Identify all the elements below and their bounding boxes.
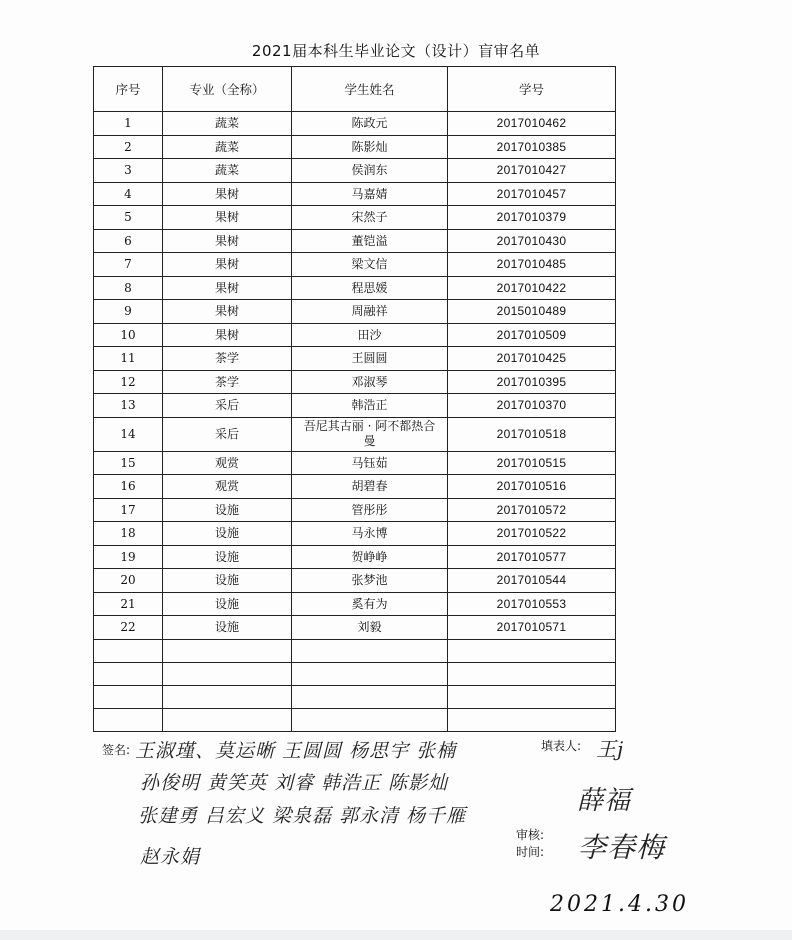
cell-no: 17 bbox=[94, 498, 163, 522]
cell-name: 胡碧春 bbox=[292, 475, 448, 499]
cell-name: 管彤彤 bbox=[292, 498, 448, 522]
cell-id: 2017010462 bbox=[448, 112, 616, 136]
reviewer-label: 审核: bbox=[516, 828, 545, 842]
cell-id: 2017010425 bbox=[448, 347, 616, 371]
table-row bbox=[94, 475, 616, 499]
cell-name: 贺峥峥 bbox=[292, 545, 448, 569]
cell-no: 16 bbox=[94, 475, 163, 499]
cell-no: 9 bbox=[94, 300, 163, 324]
cell-no: 14 bbox=[94, 417, 163, 451]
handwritten-signatures-line1: 王淑瑾、莫运晰 王圆圆 杨思宇 张楠 bbox=[135, 740, 457, 762]
column-header-no: 序号 bbox=[94, 67, 163, 112]
cell-name: 宋然子 bbox=[292, 206, 448, 230]
table-row bbox=[94, 451, 616, 475]
cell-name: 侯润东 bbox=[292, 159, 448, 183]
cell-no: 8 bbox=[94, 276, 163, 300]
cell-no: 6 bbox=[94, 229, 163, 253]
table-row bbox=[94, 347, 616, 371]
scan-bottom-edge bbox=[0, 930, 792, 940]
cell-id: 2017010427 bbox=[448, 159, 616, 183]
table-row bbox=[94, 569, 616, 593]
cell-major: 果树 bbox=[163, 323, 292, 347]
table-row bbox=[94, 182, 616, 206]
cell-name: 马钰茹 bbox=[292, 451, 448, 475]
reviewer-signature: 李春梅 bbox=[578, 831, 666, 864]
handwritten-date: 2021.4.30 bbox=[550, 892, 689, 917]
table-row bbox=[94, 592, 616, 616]
cell-id: 2017010522 bbox=[448, 522, 616, 546]
cell-no: 12 bbox=[94, 370, 163, 394]
cell-no: 10 bbox=[94, 323, 163, 347]
cell-name: 陈影灿 bbox=[292, 135, 448, 159]
cell-major: 果树 bbox=[163, 229, 292, 253]
sign-label: 签名: bbox=[102, 743, 131, 757]
cell-major: 茶学 bbox=[163, 347, 292, 371]
cell-major: 果树 bbox=[163, 276, 292, 300]
empty-row bbox=[94, 639, 616, 662]
cell-no: 5 bbox=[94, 206, 163, 230]
cell-id: 2017010571 bbox=[448, 616, 616, 640]
handwritten-signatures-line2: 孙俊明 黄笑英 刘睿 韩浩正 陈影灿 bbox=[140, 772, 449, 794]
cell-name-line1: 吾尼其古丽 · 阿不都热合 bbox=[303, 419, 436, 433]
cell-no: 19 bbox=[94, 545, 163, 569]
cell-major: 蔬菜 bbox=[163, 159, 292, 183]
cell-id: 2017010577 bbox=[448, 545, 616, 569]
right-signature: 薛福 bbox=[577, 786, 632, 816]
cell-major: 果树 bbox=[163, 182, 292, 206]
table-row bbox=[94, 417, 616, 451]
table-row bbox=[94, 545, 616, 569]
cell-major: 采后 bbox=[163, 417, 292, 451]
table-row bbox=[94, 229, 616, 253]
table-row bbox=[94, 159, 616, 183]
cell-name: 周融祥 bbox=[292, 300, 448, 324]
cell-no: 3 bbox=[94, 159, 163, 183]
column-header-major: 专业（全称） bbox=[163, 67, 292, 112]
cell-no: 18 bbox=[94, 522, 163, 546]
cell-name: 马嘉婧 bbox=[292, 182, 448, 206]
roster-table bbox=[93, 66, 616, 732]
table-row bbox=[94, 276, 616, 300]
column-header-name: 学生姓名 bbox=[292, 67, 448, 112]
cell-name: 刘毅 bbox=[292, 616, 448, 640]
cell-id: 2017010572 bbox=[448, 498, 616, 522]
cell-id: 2017010509 bbox=[448, 323, 616, 347]
table-row bbox=[94, 300, 616, 324]
cell-name: 董铠溢 bbox=[292, 229, 448, 253]
filler-signature: 王j bbox=[596, 737, 625, 761]
empty-row bbox=[94, 685, 616, 708]
cell-no: 15 bbox=[94, 451, 163, 475]
cell-major: 设施 bbox=[163, 592, 292, 616]
cell-name: 马永博 bbox=[292, 522, 448, 546]
cell-major: 茶学 bbox=[163, 370, 292, 394]
table-row bbox=[94, 206, 616, 230]
table-row bbox=[94, 522, 616, 546]
cell-name: 王圆圆 bbox=[292, 347, 448, 371]
cell-major: 蔬菜 bbox=[163, 135, 292, 159]
table-row bbox=[94, 370, 616, 394]
handwritten-signatures-line3: 张建勇 吕宏义 梁泉磊 郭永清 杨千雁 bbox=[138, 805, 467, 827]
cell-name bbox=[292, 417, 448, 451]
cell-major: 设施 bbox=[163, 616, 292, 640]
cell-id: 2017010430 bbox=[448, 229, 616, 253]
cell-no: 11 bbox=[94, 347, 163, 371]
cell-name: 田沙 bbox=[292, 323, 448, 347]
empty-row bbox=[94, 708, 616, 731]
filler-label: 填表人: bbox=[541, 739, 582, 753]
table-row bbox=[94, 253, 616, 277]
cell-name: 程思媛 bbox=[292, 276, 448, 300]
cell-no: 22 bbox=[94, 616, 163, 640]
table-row bbox=[94, 616, 616, 640]
cell-name-line2: 曼 bbox=[363, 434, 376, 448]
cell-id: 2017010457 bbox=[448, 182, 616, 206]
cell-name: 邓淑琴 bbox=[292, 370, 448, 394]
cell-id: 2017010395 bbox=[448, 370, 616, 394]
cell-id: 2017010485 bbox=[448, 253, 616, 277]
cell-major: 采后 bbox=[163, 394, 292, 418]
cell-major: 果树 bbox=[163, 206, 292, 230]
cell-major: 果树 bbox=[163, 253, 292, 277]
cell-name: 张梦池 bbox=[292, 569, 448, 593]
document-title: 2021届本科生毕业论文（设计）盲审名单 bbox=[251, 42, 541, 60]
cell-no: 20 bbox=[94, 569, 163, 593]
roster-body bbox=[94, 112, 616, 732]
table-row bbox=[94, 498, 616, 522]
cell-major: 蔬菜 bbox=[163, 112, 292, 136]
cell-id: 2017010370 bbox=[448, 394, 616, 418]
time-label: 时间: bbox=[516, 845, 545, 859]
cell-id: 2015010489 bbox=[448, 300, 616, 324]
cell-id: 2017010385 bbox=[448, 135, 616, 159]
cell-name: 韩浩正 bbox=[292, 394, 448, 418]
handwritten-signatures-line4: 赵永娟 bbox=[140, 846, 201, 868]
cell-no: 1 bbox=[94, 112, 163, 136]
cell-name: 奚有为 bbox=[292, 592, 448, 616]
cell-major: 设施 bbox=[163, 569, 292, 593]
column-header-id: 学号 bbox=[448, 67, 616, 112]
cell-major: 果树 bbox=[163, 300, 292, 324]
cell-id: 2017010422 bbox=[448, 276, 616, 300]
cell-id: 2017010518 bbox=[448, 417, 616, 451]
cell-id: 2017010515 bbox=[448, 451, 616, 475]
cell-id: 2017010516 bbox=[448, 475, 616, 499]
cell-major: 观赏 bbox=[163, 475, 292, 499]
cell-name: 梁文信 bbox=[292, 253, 448, 277]
cell-major: 观赏 bbox=[163, 451, 292, 475]
table-row bbox=[94, 135, 616, 159]
cell-major: 设施 bbox=[163, 498, 292, 522]
table-row bbox=[94, 394, 616, 418]
cell-no: 13 bbox=[94, 394, 163, 418]
cell-id: 2017010544 bbox=[448, 569, 616, 593]
table-header-row bbox=[94, 67, 616, 112]
cell-id: 2017010553 bbox=[448, 592, 616, 616]
cell-no: 7 bbox=[94, 253, 163, 277]
cell-id: 2017010379 bbox=[448, 206, 616, 230]
table-row bbox=[94, 323, 616, 347]
cell-major: 设施 bbox=[163, 522, 292, 546]
cell-major: 设施 bbox=[163, 545, 292, 569]
cell-no: 2 bbox=[94, 135, 163, 159]
empty-row bbox=[94, 662, 616, 685]
cell-no: 21 bbox=[94, 592, 163, 616]
table-row bbox=[94, 112, 616, 136]
cell-name: 陈政元 bbox=[292, 112, 448, 136]
cell-no: 4 bbox=[94, 182, 163, 206]
